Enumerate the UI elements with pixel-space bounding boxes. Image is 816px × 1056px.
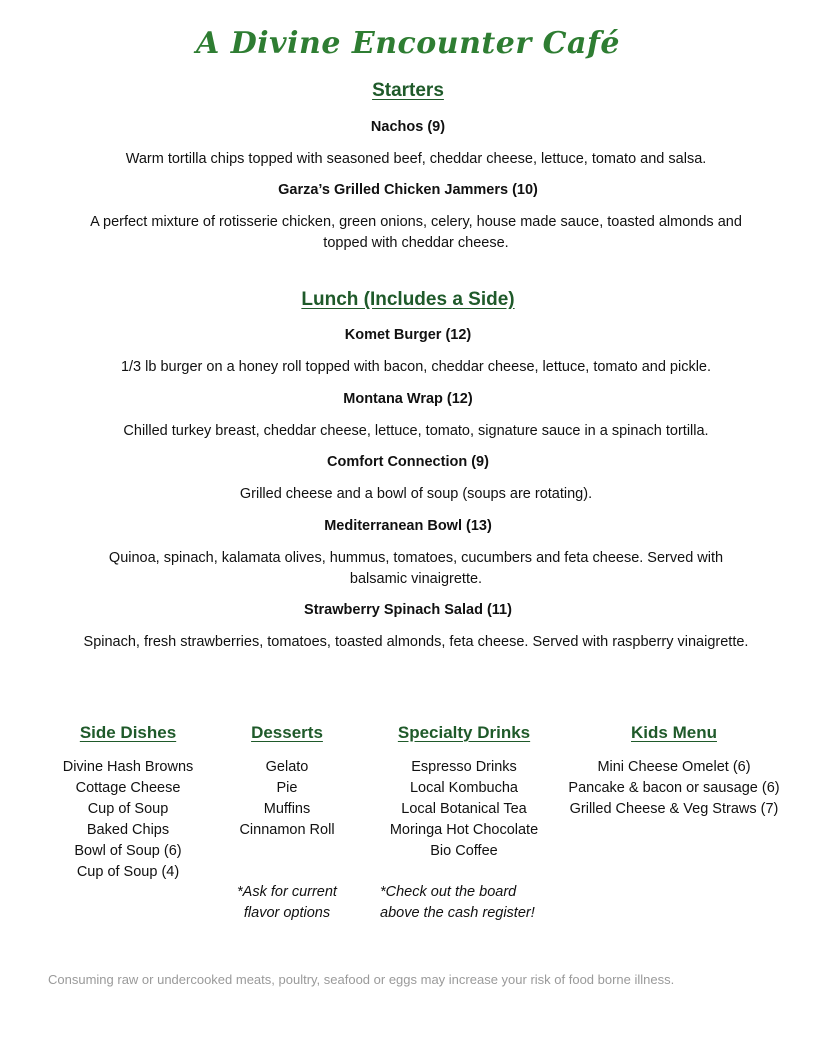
list-item: Local Botanical Tea	[401, 801, 527, 817]
menu-item-description: Spinach, fresh strawberries, tomatoes, toasted almonds, feta cheese. Served with raspberry vinaigrette.	[83, 634, 749, 650]
menu-item-name: Komet Burger (12)	[344, 327, 472, 343]
menu-item-name: Strawberry Spinach Salad (11)	[304, 602, 512, 618]
kids-menu-column	[560, 722, 788, 820]
list-item: Pie	[276, 780, 298, 796]
list-item: Pancake & bacon or sausage (6)	[568, 780, 780, 796]
kids-menu-heading: Kids Menu	[631, 723, 717, 742]
page-title: A Divine Encounter Café	[196, 26, 620, 61]
list-item: Cinnamon Roll	[239, 822, 335, 838]
desserts-note	[222, 882, 352, 924]
note-line: above the cash register!	[380, 905, 535, 921]
desserts-list	[222, 757, 352, 841]
list-item: Muffins	[263, 801, 311, 817]
menu-item-name: Montana Wrap (12)	[343, 391, 473, 407]
kids-menu-list	[560, 757, 788, 820]
note-line: flavor options	[243, 905, 331, 921]
list-item: Cup of Soup (4)	[76, 864, 180, 880]
list-item: Cup of Soup	[87, 801, 169, 817]
menu-item-description: A perfect mixture of rotisserie chicken, green onions, celery, house made sauce, toasted almonds and topped with cheddar cheese.	[90, 214, 742, 251]
specialty-drinks-note	[380, 882, 535, 924]
menu-item-description: Quinoa, spinach, kalamata olives, hummus, tomatoes, cucumbers and feta cheese. Served with balsamic vinaigrette.	[108, 550, 724, 587]
menu-item-name: Nachos (9)	[370, 119, 446, 135]
note-line: *Ask for current	[237, 884, 337, 900]
specialty-drinks-column	[368, 722, 560, 921]
desserts-column	[222, 722, 352, 921]
lunch-heading: Lunch (Includes a Side)	[301, 289, 515, 310]
specialty-drinks-list	[368, 757, 560, 862]
menu-item-name: Garza’s Grilled Chicken Jammers (10)	[278, 182, 538, 198]
list-item: Espresso Drinks	[411, 759, 517, 775]
list-item: Baked Chips	[86, 822, 170, 838]
menu-item-name: Comfort Connection (9)	[327, 454, 489, 470]
note-line: *Check out the board	[380, 884, 517, 900]
list-item: Grilled Cheese & Veg Straws (7)	[569, 801, 779, 817]
menu-item-description: Chilled turkey breast, cheddar cheese, lettuce, tomato, signature sauce in a spinach tortilla.	[123, 423, 709, 439]
side-dishes-heading: Side Dishes	[79, 723, 177, 742]
list-item: Divine Hash Browns	[62, 759, 194, 775]
side-dishes-column	[48, 722, 208, 883]
menu-item-description: Grilled cheese and a bowl of soup (soups are rotating).	[239, 486, 593, 502]
food-safety-disclaimer: Consuming raw or undercooked meats, poultry, seafood or eggs may increase your risk of food borne illness.	[48, 972, 675, 987]
list-item: Bowl of Soup (6)	[74, 843, 182, 859]
list-item: Cottage Cheese	[75, 780, 181, 796]
starters-heading: Starters	[372, 80, 444, 101]
menu-item-description: 1/3 lb burger on a honey roll topped with bacon, cheddar cheese, lettuce, tomato and pickle.	[120, 359, 712, 375]
desserts-heading: Desserts	[251, 723, 323, 742]
list-item: Moringa Hot Chocolate	[389, 822, 539, 838]
list-item: Bio Coffee	[430, 843, 498, 859]
menu-item-description: Warm tortilla chips topped with seasoned beef, cheddar cheese, lettuce, tomato and salsa.	[125, 151, 707, 167]
list-item: Local Kombucha	[409, 780, 518, 796]
list-item: Mini Cheese Omelet (6)	[597, 759, 751, 775]
side-dishes-list	[48, 757, 208, 883]
list-item: Gelato	[265, 759, 309, 775]
menu-item-name: Mediterranean Bowl (13)	[324, 518, 492, 534]
specialty-drinks-heading: Specialty Drinks	[397, 723, 531, 742]
